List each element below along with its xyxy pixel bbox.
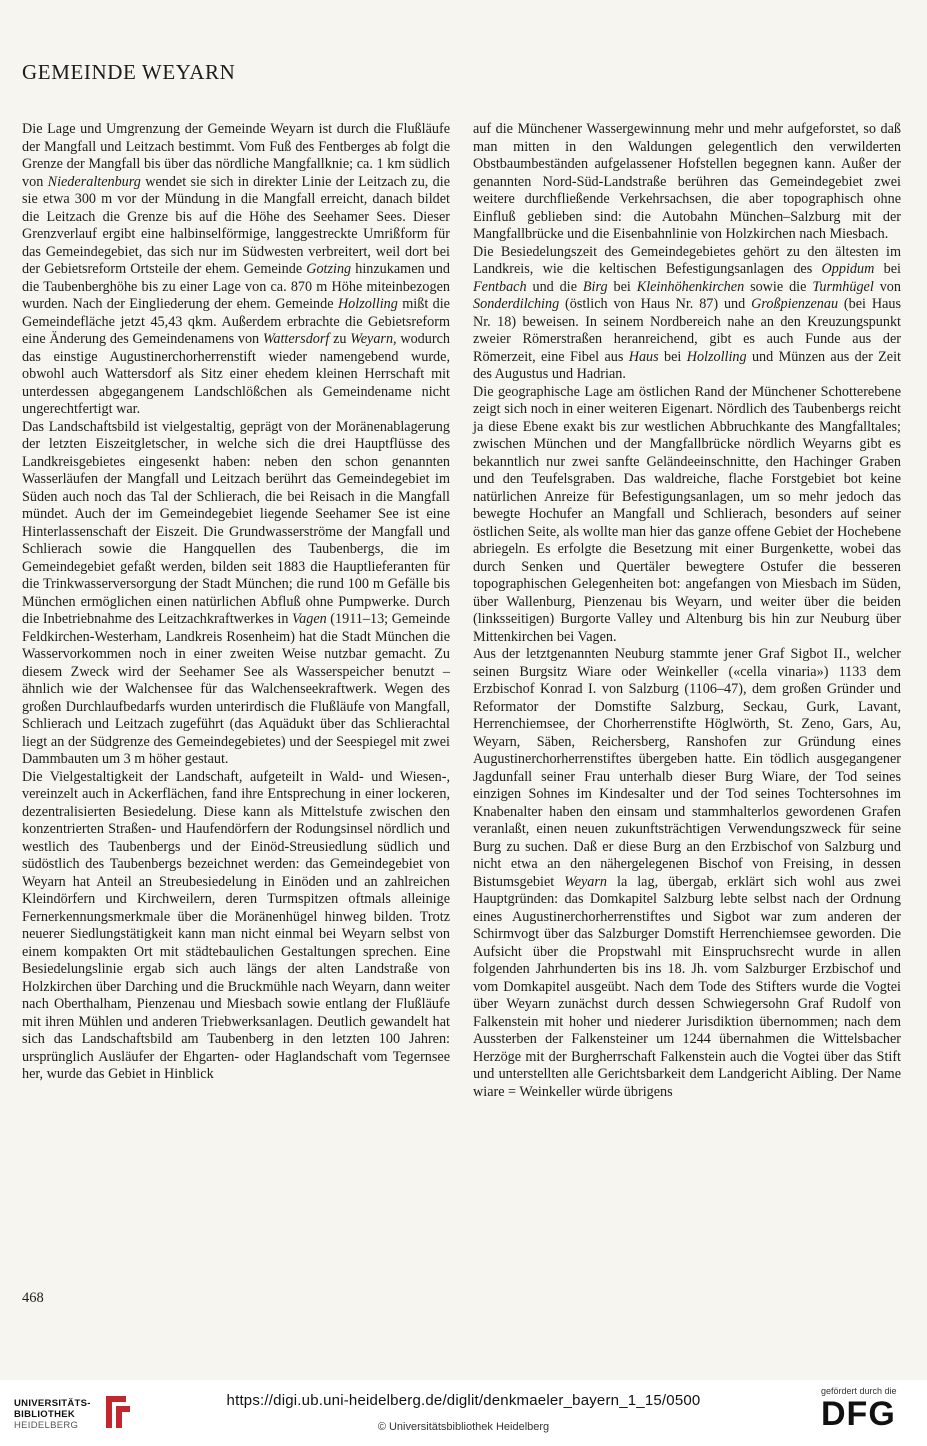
paragraph: Die geographische Lage am östlichen Rand der Münchener Schotterebene zeigt sich noch in einer weiteren Eigenart. Nördlich des Taubenbergs reicht ja diese Ebene exakt bis zur westlichen Abbruchkante des Mangfalltales; zwischen München und der Mangfallbrücke nördlich Weyarns gibt es bekanntlich nur zwei sanfte Geländeeinschnitte, den Hachinger Graben und den Teufelsgraben. Das waldreiche, flache Forstgebiet bot keine natürlichen Anreize für Befestigungsanlagen, um so mehr jedoch das bewegte Hochufer an Mangfall und Schlierach, besonders auf seiner östlichen Seite, als wollte man hier das ganze offene Gebiet der Hochebene abriegeln. Es erfolgte die Besetzung mit einer Burgenkette, wobei das durch Senken und Quertäler bewegtere Ostufer die besseren topographischen Gelegenheiten bot: angefangen von Miesbach im Süden, über Wallenburg, Pienzenau bis Weyarn, und weiter über die beiden (linksseitigen) Burgorte Valley und Altenburg bis hin zur Neuburg über Mittenkirchen bei Vagen. (473, 383, 901, 645)
paragraph: Aus der letztgenannten Neuburg stammte jener Graf Sigbot II., welcher seinen Burgsitz Wiare oder Weinkeller («cella vinaria») 1133 dem Erzbischof Konrad I. von Salzburg (1106–47), dem großen Gründer und Reformator der Domstifte Salzburg, Seckau, Gurk, Lavant, Herrenchiemsee, der Chorherrenstifte Höglwörth, St. Zeno, Gars, Au, Weyarn, Säben, Reichersberg, Ranshofen zur Gründung eines Augustinerchorherrenstiftes übergeben hatte. Ein tödlich ausgegangener Jagdunfall seiner Frau unterhalb dieser Burg Wiare, der Tod seines einzigen Sohnes im Kindesalter und der Tod seines Tochtersohnes im Knabenalter haben den einsam und stammhalterlos gewordenen Grafen veranlaßt, einen neuen zukunftsträchtigen Verwendungszweck für seine Burg zu suchen. Daß er diese Burg an den Erzbischof von Salzburg und nicht etwa an den nähergelegenen Bischof von Freising, in dessen Bistumsgebiet Weyarn la lag, übergab, erklärt sich wohl aus zwei Hauptgründen: das Domkapitel Salzburg lebte selbst nach der Ordnung eines Augustinerchorherrenstiftes und Sigbot war zum anderen der Schirmvogt über das Salzburger Domstift Herrenchiemsee geworden. Die Aufsicht über die Propstwahl mit Einspruchsrecht wurde in allen folgenden Jahrhunderten bis ins 18. Jh. vom Salzburger Erzbischof und vom Domkapitel ausgeübt. Nach dem Tode des Stifters wurde die Vogtei über Weyarn zunächst durch dessen Schwiegersohn Graf Rudolf von Falkenstein mit hoher und niederer Jurisdiktion übernommen; nach dem Aussterben der Falkensteiner um 1244 übernahmen die Wittelsbacher Herzöge mit der Burgherrschaft Falkenstein auch die Vogtei über das Stift und unterstellten alle Gerichtsbarkeit dem Landgericht Aibling. Der Name wiare = Weinkeller würde übrigens (473, 646, 902, 1100)
funding-caption: gefördert durch die (821, 1386, 897, 1396)
library-name-line: HEIDELBERG (14, 1420, 79, 1431)
page-number: 468 (22, 1290, 44, 1306)
library-name-line: BIBLIOTHEK (14, 1409, 76, 1420)
copyright-text: © Universitätsbibliothek Heidelberg (377, 1421, 550, 1433)
document-url-link[interactable]: https://digi.ub.uni-heidelberg.de/diglit/denkmaeler_bayern_1_15/0500 (226, 1392, 701, 1409)
paragraph: Die Besiedelungszeit des Gemeindegebietes gehört zu den ältesten im Landkreis, wie die keltischen Befestigungsanlagen des Oppidum bei Fentbach und die Birg bei Kleinhöhenkirchen sowie die Turmhügel von Sonderdilching (östlich von Haus Nr. 87) und Großpienzenau (bei Haus Nr. 18) beweisen. In seinem Nordbereich nahe an den Kreuzungspunkt zweier Römerstraßen heranreichend, gibt es auch Funde aus der Römerzeit, eine Fibel aus Haus bei Holzolling und Münzen aus der Zeit des Augustus und Hadrian. (473, 243, 902, 382)
library-name-line: UNIVERSITÄTS- (14, 1398, 91, 1409)
footer-bar (0, 1380, 927, 1446)
dfg-logo-text: DFG (821, 1395, 896, 1433)
page-title: GEMEINDE WEYARN (22, 60, 236, 84)
paragraph: Die Lage und Umgrenzung der Gemeinde Weyarn ist durch die Flußläufe der Mangfall und Leitzach bestimmt. Vom Fuß des Fentberges ab folgt die Grenze der Mangfall bis über das nördliche Mangfallknie; ca. 1 km südlich von Niederaltenburg wendet sie sich in direkter Linie der Leitzach zu, die sie etwa 300 m vor der Mündung in die Mangfall erreicht, danach bildet die Leitzach die Grenze bis auf die Höhe des Seehamer Sees. Dieser Grenzverlauf ergibt eine halbinselförmige, langgestreckte Umrißform für das Gemeindegebiet, das sich nur im Südwesten verbreitert, weil dort bei der Gebietsreform Ortsteile der ehem. Gemeinde Gotzing hinzukamen und die Taubenberghöhe bis zu einer Lage von ca. 870 m Höhe miteinbezogen wurden. Nach der Eingliederung der ehem. Gemeinde Holzolling mißt die Gemeindefläche jetzt 45,43 qkm. Außerdem erbrachte die Gebietsreform eine Änderung des Gemeindenamens von Wattersdorf zu Weyarn, wodurch das einstige Augustinerchorherrenstift wieder namengebend wurde, obwohl auch Wattersdorf als Sitz einer ehedem kleinen Herrschaft mit unterdessen abgegangenem Landschlößchen als Gemeindename nicht ungerechtfertigt war. (22, 121, 450, 417)
paragraph: Die Vielgestaltigkeit der Landschaft, aufgeteilt in Wald- und Wiesen-, vereinzelt auch in Ackerflächen, fand ihre Entsprechung in einer lockeren, dezentralisierten Besiedelung. Diese kann als Mittelstufe zwischen den konzentrierten Straßen- und Haufendörfern der Rodungsinsel nördlich und westlich des Taubenbergs und der Einöd-Streusiedlung südlich und südöstlich des Taubenbergs bezeichnet werden: das Gemeindegebiet von Weyarn hat Anteil an Streubesiedelung in Einöden und an zahlreichen Kleindörfern und Kirchweilern, deren Turmspitzen oftmals alleinige Fernerkennungsmerkmale über die Moränenhügel hinweg bilden. Trotz neuerer Siedlungstätigkeit kann man nicht einmal bei Weyarn selbst von einem kompakten Ort mit städtebaulichen Gestaltungen sprechen. Eine Besiedelungslinie ergab sich auch längs der alten Landstraße von Holzkirchen über Darching und die Bruckmühle nach Weyarn, dann weiter nach Oberthalham, Pienzenau und Miesbach sowie entlang der Flußläufe mit ihren Mühlen und anderen Triebwerksanlagen. Deutlich gewandelt hat sich das Landschaftsbild am Taubenberg in den letzten 100 Jahren: ursprünglich Ausläufer der Ehgarten- oder Haglandschaft vom Tegernsee her, wurde das Gebiet in Hinblick (22, 768, 450, 1082)
paragraph: Das Landschaftsbild ist vielgestaltig, geprägt von der Moränenablagerung der letzten Eiszeitgletscher, in welche sich die drei Hauptflüsse des Landkreisgebietes eingesenkt haben: neben den schon genannten Wasserläufen der Mangfall und Leitzach berührt das Gemeindegebiet im Süden auch noch das Tal der Schlierach, die bei Reisach in die Mangfall mündet. Auch der im Gemeindegebiet liegende Seehamer See ist eine Hinterlassenschaft der Eiszeit. Die Grundwasserströme der Mangfall und Schlierach sowie die Hangquellen des Taubenbergs, die im Gemeindegebiet gefaßt werden, bilden seit 1883 die Hauptlieferanten für die Trinkwasserversorgung der Stadt München; die rund 100 m Gefälle bis München ermöglichen einen natürlichen Abfluß ohne Pumpwerke. Durch die Inbetriebnahme des Leitzachkraftwerkes in Vagen (1911–13; Gemeinde Feldkirchen-Westerham, Landkreis Rosenheim) hat die Stadt München die Wasservorkommen noch in einer zweiten Weise nutzbar gemacht. Zu diesem Zweck wird der Seehamer See als Wasserspeicher benutzt – ähnlich wie der Walchensee für das Walchenseekraftwerk. Wegen des großen Durchlaufbedarfs wurden unterirdisch die Flußläufe von Mangfall, Schlierach und Leitzach zugeführt (das Aquädukt über das Schlierachtal liegt an der Südgrenze des Gemeindegebietes) und der Seespiegel mit zwei Dammbauten um 3 m höher gestaut. (22, 418, 450, 767)
dfg-logo[interactable] (821, 1386, 913, 1431)
left-column (22, 121, 450, 1084)
right-column (473, 121, 901, 1101)
paragraph: auf die Münchener Wassergewinnung mehr und mehr aufgeforstet, so daß man mitten in den Waldungen gelegentlich den verwilderten Obstbaumbeständen aufgelassener Hofstellen begegnen kann. Außer der genannten Nord-Süd-Landstraße berühren das Gemeindegebiet zwei weitere durchfließende Verkehrsachsen, die aber topographisch ohne Einfluß geblieben sind: die Autobahn München–Salzburg mit der Mangfallbrücke und die Eisenbahnlinie von Holzkirchen nach Miesbach. (473, 121, 901, 242)
